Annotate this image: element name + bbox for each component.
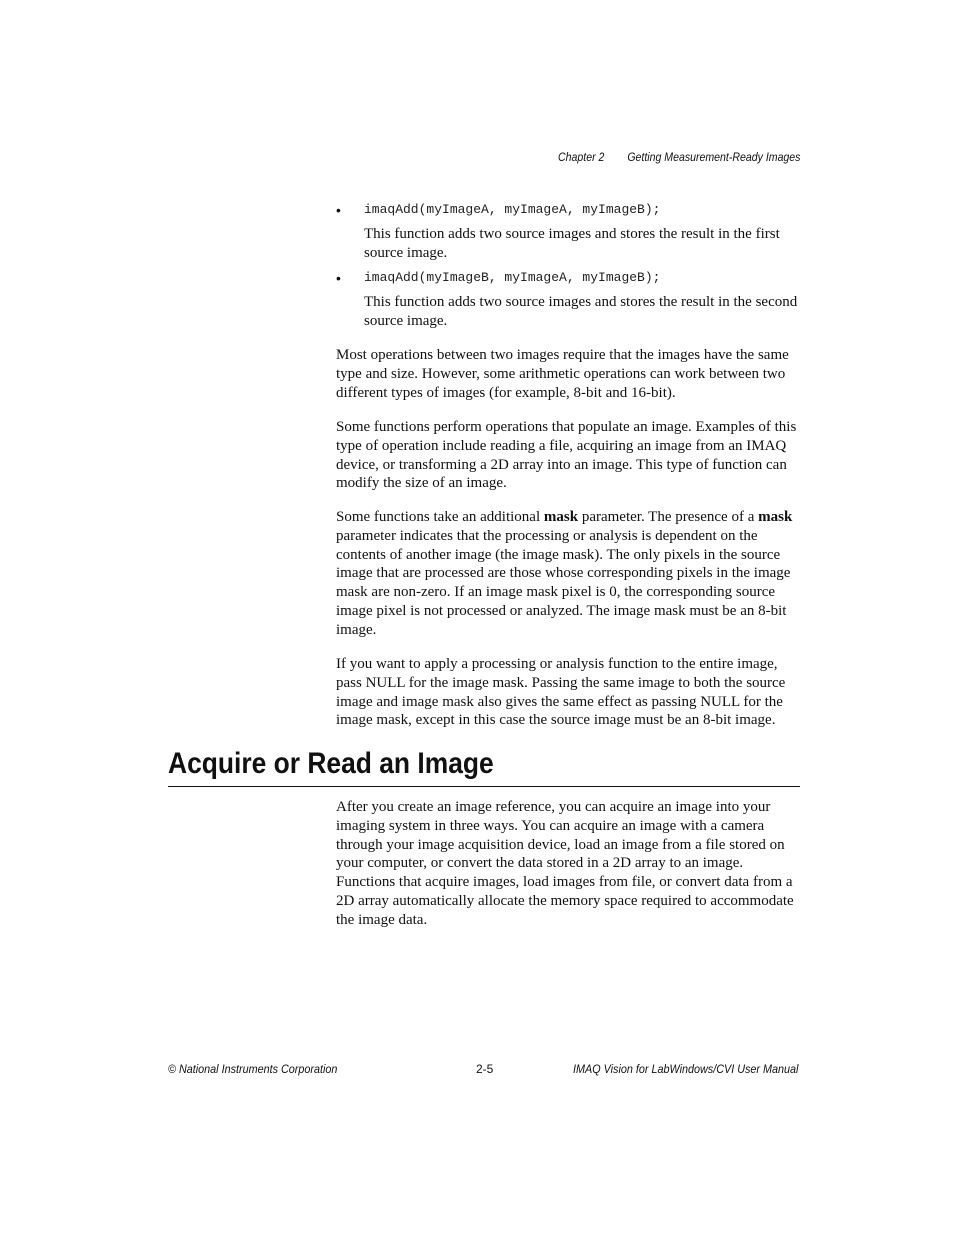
footer-copyright: © National Instruments Corporation	[168, 1062, 338, 1076]
paragraph-operations	[336, 346, 800, 402]
paragraph-mask	[336, 508, 800, 640]
bullet-description: This function adds two source images and stores the result in the second source image.	[364, 294, 798, 329]
bullet-icon: •	[336, 270, 341, 286]
mask-text-1: Some functions take an additional	[336, 509, 544, 525]
bullet-icon: •	[336, 202, 341, 218]
mask-term-bold: mask	[758, 509, 793, 525]
paragraph-text: If you want to apply a processing or analysis function to the entire image, pass NULL for the image mask. Passing the same image to both the source image and image mask also gives the same effect as passing NULL for the image mask, except in this case the source image must be an 8-bit image.	[336, 656, 786, 729]
paragraph-text	[336, 508, 800, 640]
section-heading: Acquire or Read an Image	[168, 747, 494, 780]
mask-text-2: parameter. The presence of a	[578, 509, 759, 525]
footer-manual-title: IMAQ Vision for LabWindows/CVI User Manual	[572, 1062, 798, 1076]
running-header	[558, 150, 800, 164]
header-title: Getting Measurement-Ready Images	[626, 150, 800, 164]
code-snippet: imaqAdd(myImageA, myImageA, myImageB);	[364, 202, 661, 217]
header-chapter: Chapter 2	[557, 150, 604, 164]
paragraph-text: Some functions perform operations that populate an image. Examples of this type of operation include reading a file, acquiring an image from an IMAQ device, or transforming a 2D array into an image. This type of function can modify the size of an image.	[336, 419, 797, 492]
paragraph-text: Most operations between two images require that the images have the same type and size. However, some arithmetic operations can work between two different types of images (for example, 8-bit and 16-bit).	[336, 347, 789, 401]
paragraph-populate	[336, 418, 800, 493]
heading-rule	[168, 786, 800, 787]
paragraph-text: After you create an image reference, you can acquire an image into your imaging system in three ways. You can acquire an image with a camera through your image acquisition device, load an image from a file stored on your computer, or convert the data stored in a 2D array to an image. Functions that acquire images, load images from file, or convert data from a 2D array automatically allocate the memory space required to accommodate the image data.	[336, 799, 794, 928]
bullet-list	[336, 201, 800, 337]
code-snippet: imaqAdd(myImageB, myImageA, myImageB);	[364, 270, 661, 285]
mask-term-bold: mask	[543, 509, 579, 525]
paragraph-acquire	[336, 798, 800, 930]
bullet-item	[336, 269, 800, 331]
mask-text-3: parameter indicates that the processing or analysis is dependent on the contents of another image (the image mask). The only pixels in the source image that are processed are those whose corresponding pixels in the image mask are non-zero. If an image mask pixel is 0, the corresponding source image pixel is not processed or analyzed. The image mask must be an 8-bit image.	[336, 527, 791, 638]
footer-page-number: 2-5	[476, 1062, 494, 1076]
paragraph-null-mask	[336, 655, 800, 730]
bullet-description: This function adds two source images and stores the result in the first source image.	[364, 226, 780, 261]
bullet-item	[336, 201, 800, 263]
